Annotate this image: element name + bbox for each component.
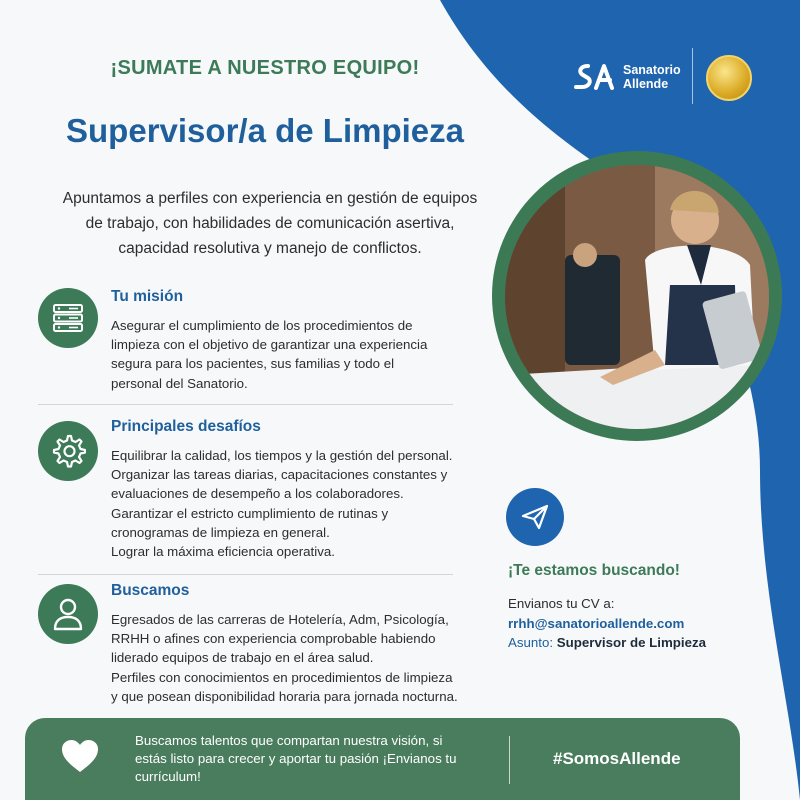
footer-message: Buscamos talentos que compartan nuestra visión, si estás listo para crecer y aportar tu pasión ¡Envianos tu currículum! xyxy=(135,733,457,784)
recruitment-kicker: ¡SUMATE A NUESTRO EQUIPO! xyxy=(110,57,420,79)
sanatorio-logo xyxy=(570,58,760,104)
contact-info xyxy=(508,594,706,653)
logo-text xyxy=(623,63,681,91)
hashtag: #SomosAllende xyxy=(553,749,681,768)
intro-paragraph: Apuntamos a perfiles con experiencia en gestión de equipos de trabajo, con habilidades de comunicación asertiva, capacidad resolutiva y manejo de conflictos. xyxy=(62,190,478,257)
section-body xyxy=(111,316,481,393)
section-title: Tu misión xyxy=(111,288,184,305)
photo-illustration xyxy=(505,165,769,429)
section-title: Principales desafíos xyxy=(111,418,261,435)
footer-divider xyxy=(509,736,510,784)
section-line: y que posean disponibilidad horaria para jornada nocturna. xyxy=(111,688,458,704)
section-line: evaluaciones de desempeño a los colaboradores. xyxy=(111,486,404,502)
email-link[interactable]: rrhh@sanatorioallende.com xyxy=(508,615,685,631)
logo-line-2: Allende xyxy=(623,77,669,91)
section-line: cronogramas de limpieza en general. xyxy=(111,524,330,540)
section-line: personal del Sanatorio. xyxy=(111,375,248,391)
section-line: Organizar las tareas diarias, capacitaciones constantes y xyxy=(111,467,448,483)
section-line: Asegurar el cumplimiento de los procedimientos de xyxy=(111,318,413,333)
section-line: Perfiles con conocimientos en procedimientos de limpieza xyxy=(111,669,453,685)
server-icon xyxy=(38,288,98,348)
section-line: Equilibrar la calidad, los tiempos y la gestión del personal. xyxy=(111,448,453,463)
section-divider xyxy=(38,404,453,405)
subject-label: Asunto: xyxy=(508,635,554,650)
footer-banner xyxy=(25,718,740,800)
logo-mark-icon xyxy=(574,62,618,92)
accreditation-seal-icon xyxy=(706,55,752,101)
searching-heading: ¡Te estamos buscando! xyxy=(508,562,680,579)
logo-line-1: Sanatorio xyxy=(623,63,681,77)
section-divider xyxy=(38,574,453,575)
section-line: liderado equipos de trabajo en el área salud. xyxy=(111,650,374,666)
section-line: Garantizar el estricto cumplimiento de rutinas y xyxy=(111,505,389,521)
job-title: Supervisor/a de Limpieza xyxy=(66,112,464,149)
section-line: RRHH o afines con experiencia comprobable habiendo xyxy=(111,631,436,647)
logo-mark xyxy=(574,62,618,99)
send-icon xyxy=(506,488,564,546)
housekeeper-photo xyxy=(505,165,769,429)
section-body xyxy=(111,610,481,706)
subject-value: Supervisor de Limpieza xyxy=(556,635,707,650)
cv-label: Envianos tu CV a: xyxy=(508,596,615,611)
section-line: Lograr la máxima eficiencia operativa. xyxy=(111,544,335,560)
logo-divider xyxy=(692,48,693,104)
section-title: Buscamos xyxy=(111,582,190,599)
subject-row xyxy=(508,633,706,653)
section-line: segura para los pacientes, sus familias y todo el xyxy=(111,356,395,372)
heart-icon xyxy=(60,738,100,779)
user-icon xyxy=(38,584,98,644)
gear-icon xyxy=(38,421,98,481)
section-line: Egresados de las carreras de Hotelería, Adm, Psicología, xyxy=(111,612,449,627)
section-body xyxy=(111,446,481,561)
section-line: limpieza con el objetivo de garantizar una experiencia xyxy=(111,337,428,353)
